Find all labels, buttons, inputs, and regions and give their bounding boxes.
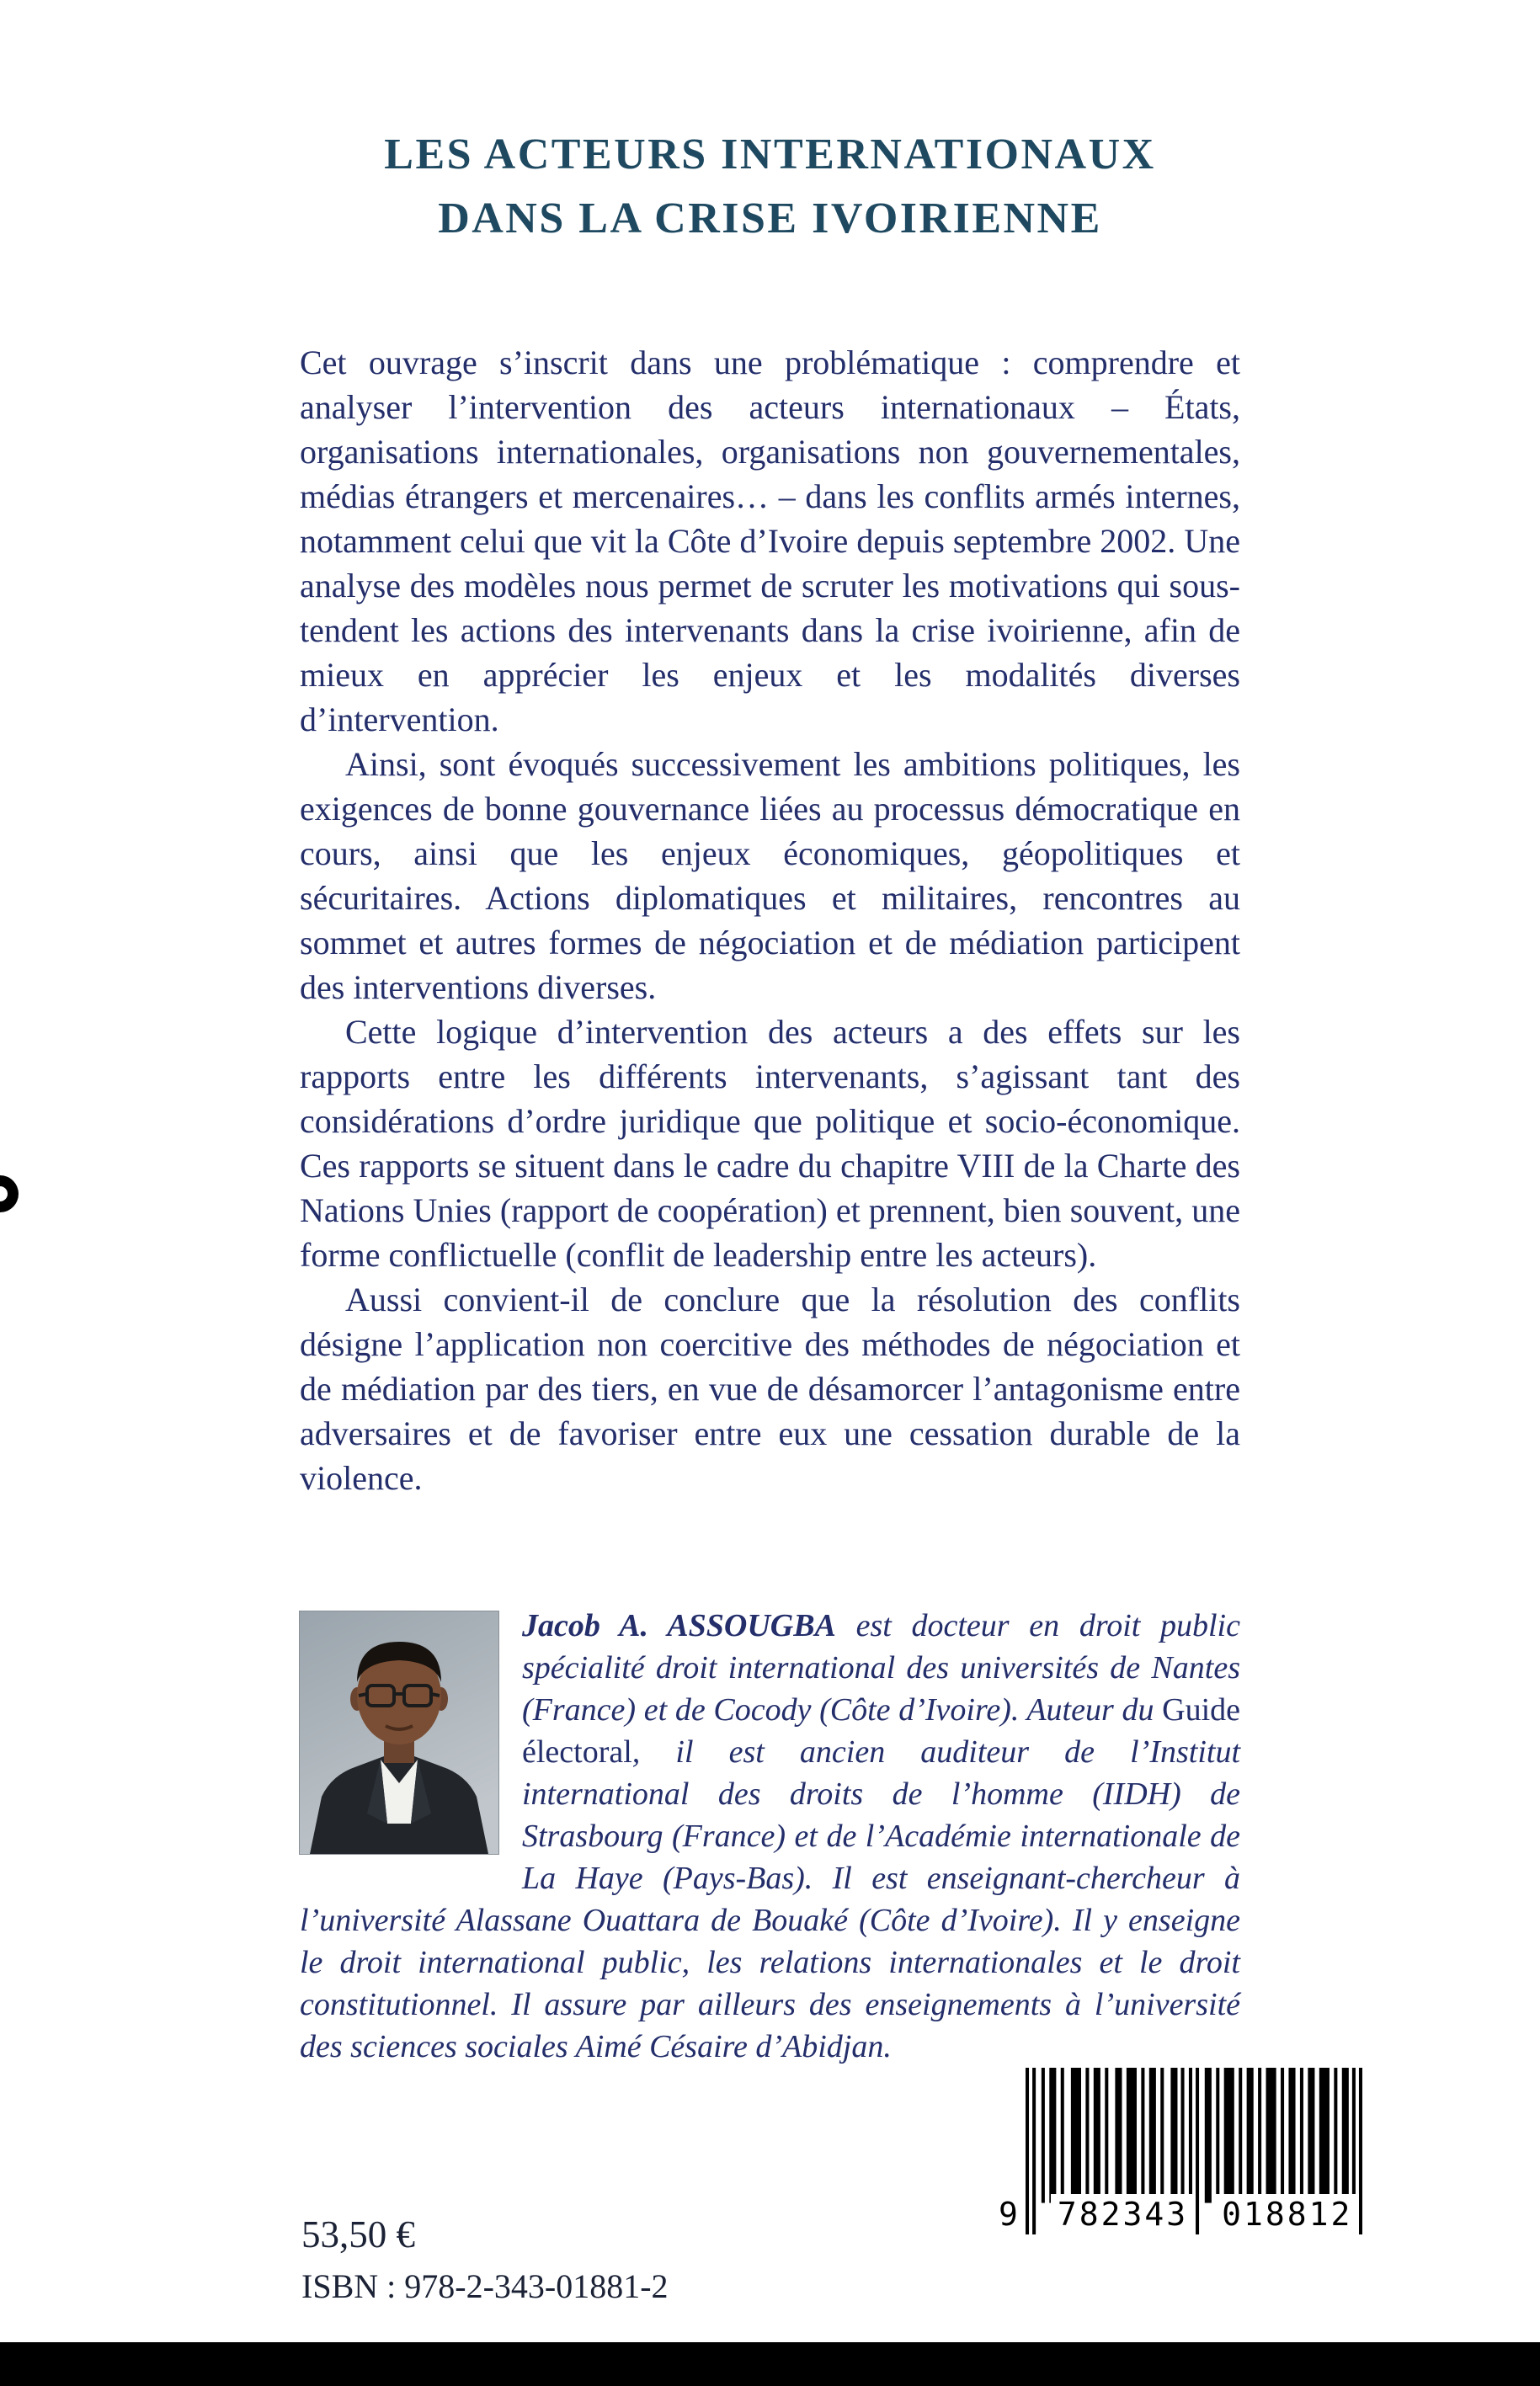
synopsis-paragraph: Ainsi, sont évoqués successivement les ambitions politiques, les exigences de bonne gouvernance liées au processus démocratique en cours, ainsi que les enjeux économiques, géopolitiques et sécuritaires. Actions diplomatiques et militaires, rencontres au sommet et autres formes de négociation et de médiation participent des interventions diverses. [300,745,1240,1006]
barcode-digit-group2: 018812 [1215,2194,1359,2234]
bio-segment: Guide électoral [522,1692,1240,1770]
bottom-black-band [0,2342,1540,2386]
book-title [0,123,1540,251]
registration-mark-shape [0,1175,19,1212]
author-portrait-illustration [300,1611,498,1854]
bio-segment: Jacob A. ASSOUGBA [522,1608,836,1643]
registration-mark [0,1175,19,1212]
barcode-number [999,2194,1369,2234]
synopsis-paragraph: Aussi convient-il de conclure que la résolution des conflits désigne l’application non coercitive des méthodes de négociation et de médiation par des tiers, en vue de désamorcer l’antagonisme entre adversaires et de favoriser entre eux une cessation durable de la violence. [300,1281,1240,1497]
author-bio [300,1605,1240,2068]
bio-segment: est docteur en droit public spécialité droit international des universités de Nantes (France) et de Cocody (Côte d’Ivoire). Auteur du [522,1608,1240,1728]
barcode [999,2068,1369,2277]
synopsis-paragraph: Cette logique d’intervention des acteurs a des effets sur les rapports entre les différents intervenants, s’agissant tant des considérations d’ordre juridique que politique et socio-économique. Ces rapports se situent dans le cadre du chapitre VIII de la Charte des Nations Unies (rapport de coopération) et prennent, bien souvent, une forme conflictuelle (conflit de leadership entre les acteurs). [300,1013,1240,1274]
synopsis [300,340,1240,1500]
barcode-digit-lead: 9 [999,2196,1020,2233]
book-title-line1: LES ACTEURS INTERNATIONAUX [384,130,1156,178]
price: 53,50 € [301,2213,415,2256]
book-title-line2: DANS LA CRISE IVOIRIENNE [438,194,1102,242]
synopsis-paragraph: Cet ouvrage s’inscrit dans une problématique : comprendre et analyser l’intervention des acteurs internationaux – États, organisations internationales, organisations non gouvernementales, médias étrangers et mercenaires… – dans les conflits armés internes, notamment celui que vit la Côte d’Ivoire depuis septembre 2002. Une analyse des modèles nous permet de scruter les motivations qui sous-tendent les actions des intervenants dans la crise ivoirienne, afin de mieux en apprécier les enjeux et les modalités diverses d’intervention. [300,344,1240,738]
bio-segment: , il est ancien auditeur de l’Institut international des droits de l’homme (IIDH) de Strasbourg (France) et de l’Académie internationale de La Haye (Pays-Bas). Il est enseignant-chercheur à l’université Alassane Ouattara de Bouaké (Côte d’Ivoire). Il y enseigne le droit international public, les relations internationales et le droit constitutionnel. Il assure par ailleurs des enseignements à l’université des sciences sociales Aimé Césaire d’Abidjan. [300,1734,1240,2064]
author-photo [300,1611,498,1854]
isbn: ISBN : 978-2-343-01881-2 [301,2267,669,2305]
barcode-digit-group1: 782343 [1051,2194,1195,2234]
